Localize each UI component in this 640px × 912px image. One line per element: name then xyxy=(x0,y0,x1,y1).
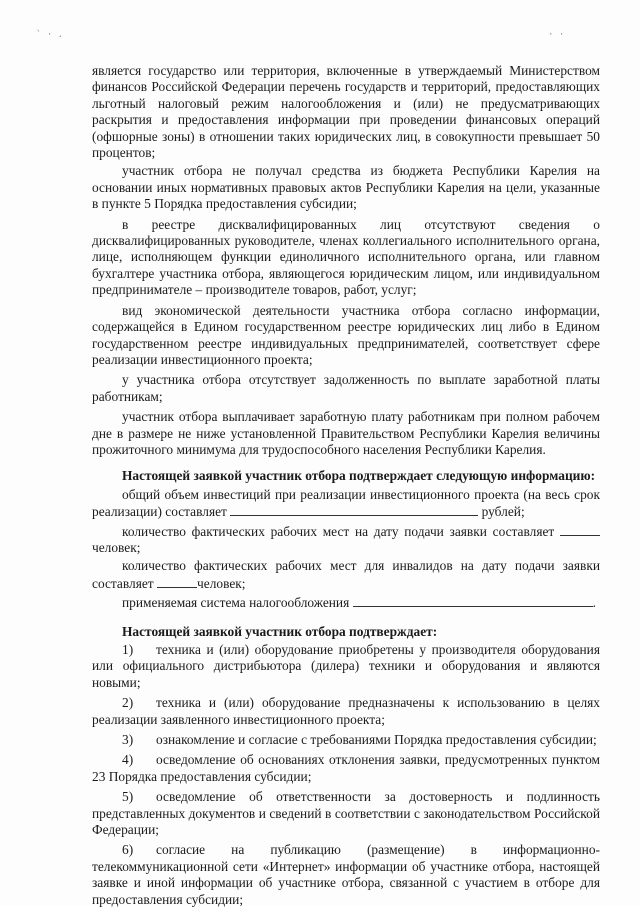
confirm-item-text: согласие на публикацию (размещение) в информационно-телекоммуникационной сети «Интернет» информации об участнике отбора, настоящей заявке и иной информации об участнике отбора, связанной с участием в отборе для предоставления субсидии; xyxy=(92,842,600,907)
scan-mark-right: · · xyxy=(548,30,565,40)
jobs-count-field[interactable] xyxy=(560,523,600,536)
confirm-item-number: 1) xyxy=(122,642,134,657)
confirm-item-5 xyxy=(92,789,600,838)
confirm-item-4 xyxy=(92,752,600,785)
tax-system-suffix: . xyxy=(592,595,596,611)
scan-mark-left: ` · . xyxy=(36,30,64,40)
jobs-suffix: человек; xyxy=(92,539,141,555)
disabled-jobs-line xyxy=(92,558,600,592)
investment-line xyxy=(92,487,600,521)
paragraph-offshore: является государство или территория, включенные в утверждаемый Министерством финансов Российской Федерации перечень государств и территорий, предоставляющих льготный налоговый режим налогообложения и (или) не предусматривающих раскрытия и предоставления информации при проведении финансовых операций (офшорные зоны) в отношении таких юридических лиц, в совокупности превышает 50 процентов; xyxy=(92,63,600,161)
confirm-item-text: ознакомление и согласие с требованиями Порядка предоставления субсидии; xyxy=(156,732,597,748)
confirm-item-number: 4) xyxy=(122,752,134,768)
paragraph-no-wage-debt: у участника отбора отсутствует задолженность по выплате заработной платы работникам; xyxy=(92,372,600,404)
paragraph-economic-activity: вид экономической деятельности участника отбора согласно информации, содержащейся в Едином государственном реестре юридических лиц либо в Едином государственном реестре индивидуальных предпринимателей, соответствует сфере реализации инвестиционного проекта; xyxy=(92,302,600,367)
confirm-item-text: техника и (или) оборудование приобретены у производителя оборудования или официального дистрибьютора (дилера) техники и оборудования и являются новыми; xyxy=(92,642,600,690)
tax-system-field[interactable] xyxy=(353,594,593,607)
section2-heading: Настоящей заявкой участник отбора подтверждает: xyxy=(122,623,438,639)
jobs-label: количество фактических рабочих мест на дату подачи заявки составляет xyxy=(122,523,555,539)
tax-system-line xyxy=(92,594,600,611)
confirm-item-1 xyxy=(92,642,600,691)
confirm-item-number: 2) xyxy=(122,695,134,711)
confirm-item-text: осведомление об ответственности за достоверность и подлинность представленных документов и сведений в соответствии с законодательством Российской Федерации; xyxy=(92,789,600,838)
confirm-item-text: осведомление об основаниях отклонения заявки, предусмотренных пунктом 23 Порядка предоставления субсидии; xyxy=(92,752,600,784)
confirm-item-2 xyxy=(92,695,600,728)
paragraph-no-budget-funds: участник отбора не получал средства из бюджета Республики Карелия на основании иных нормативных правовых актов Республики Карелия на цели, указанные в пункте 5 Порядка предоставления субсидии; xyxy=(92,163,600,212)
confirm-item-text: техника и (или) оборудование предназначены к использованию в целях реализации заявленного инвестиционного проекта; xyxy=(92,695,600,727)
investment-label: общий объем инвестиций при реализации инвестиционного проекта (на весь срок реализации) составляет xyxy=(92,486,600,520)
investment-amount-field[interactable] xyxy=(230,503,478,516)
paragraph-disqualified-registry: в реестре дисквалифицированных лиц отсутствуют сведения о дисквалифицированных руководителе, членах коллегиального исполнительного органа, лице, исполняющем функции единоличного исполнительного органа, или главном бухгалтере участника отбора, являющегося юридическим лицом, или индивидуальном предпринимателе – производителе товаров, работ, услуг; xyxy=(92,216,600,298)
confirm-item-number: 6) xyxy=(122,842,134,858)
document-body xyxy=(92,63,600,912)
confirm-item-number: 3) xyxy=(122,732,134,748)
confirm-item-6 xyxy=(92,842,600,908)
disabled-jobs-count-field[interactable] xyxy=(157,575,197,588)
confirm-item-3 xyxy=(92,732,600,748)
jobs-line xyxy=(92,523,600,557)
confirm-item-number: 5) xyxy=(122,789,134,805)
disabled-jobs-label: количество фактических рабочих мест для инвалидов на дату подачи заявки составляет xyxy=(92,558,600,591)
paragraph-minimum-wage: участник отбора выплачивает заработную плату работникам при полном рабочем дне в размере не ниже установленной Правительством Республики Карелия величины прожиточного минимума для трудоспособного населения Республики Карелия. xyxy=(92,409,600,457)
investment-suffix: рублей; xyxy=(481,504,525,520)
section1-heading: Настоящей заявкой участник отбора подтверждает следующую информацию: xyxy=(122,468,596,484)
tax-system-label: применяемая система налогообложения xyxy=(122,595,350,611)
disabled-jobs-suffix: человек; xyxy=(197,575,246,591)
